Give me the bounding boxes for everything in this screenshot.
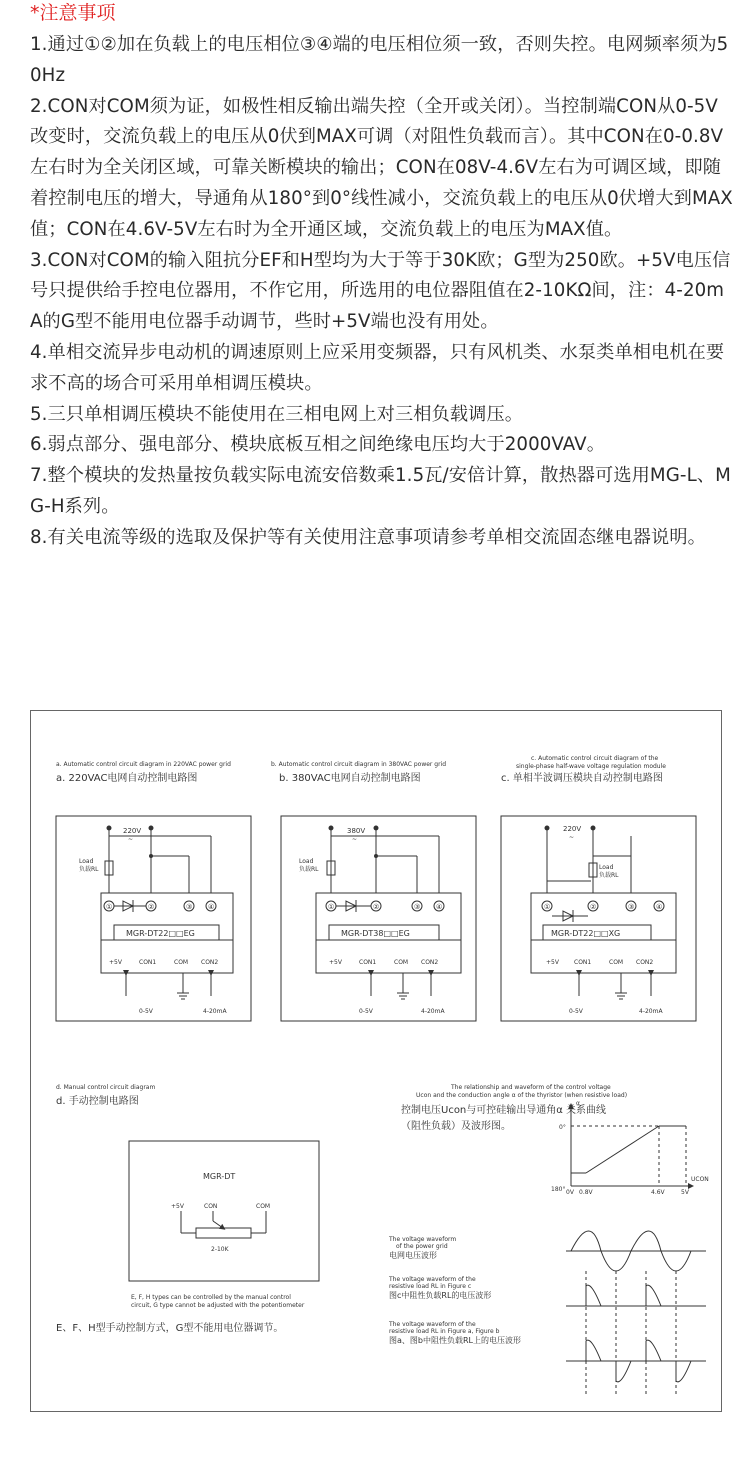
diagram-a-voltage: 220V <box>123 827 142 835</box>
manual-model: MGR-DT <box>203 1172 236 1181</box>
diagram-c-model: MGR-DT22□□XG <box>551 929 621 938</box>
load-label-cn: 负载RL <box>299 866 319 873</box>
pin-2: ② <box>373 903 380 911</box>
wave1-cn: 电网电压波形 <box>389 1251 437 1260</box>
pin-1: ① <box>328 903 335 911</box>
input-0-5v: 0-5V <box>139 1008 153 1015</box>
circuit-a <box>56 816 251 1021</box>
diagram-d-en: d. Manual control circuit diagram <box>56 1084 156 1091</box>
y-tick-bottom: 180° <box>551 1186 566 1193</box>
circuit-c <box>501 816 696 1021</box>
curve-cn2: （阻性负载）及波形图。 <box>401 1121 511 1132</box>
pin-1: ① <box>106 903 113 911</box>
curve-en2: Ucon and the conduction angle α of the thyristor (when resistive load) <box>416 1092 628 1099</box>
notice-item: 7.整个模块的发热量按负载实际电流安倍数乘1.5瓦/安倍计算，散热器可选用MG-L、MG-H系列。 <box>30 465 731 517</box>
notice-item: 4.单相交流异步电动机的调速原则上应采用变频器，只有风机类、水泵类单相电机在要求不高的场合可采用单相调压模块。 <box>30 341 725 394</box>
y-axis-label: α <box>576 1100 580 1107</box>
curve-cn1: 控制电压Ucon与可控硅输出导通角α 关系曲线 <box>401 1105 607 1116</box>
load-label: Load <box>79 858 94 865</box>
manual-note-en2: circuit, G type cannot be adjusted with the potentiometer <box>131 1302 305 1309</box>
pin-4: ④ <box>208 903 215 911</box>
pin-3: ③ <box>414 903 421 911</box>
potentiometer-label: 2-10K <box>211 1246 229 1253</box>
diagram-a-model: MGR-DT22□□EG <box>126 929 195 938</box>
manual-circuit-d <box>129 1141 319 1281</box>
diagram-a-en: a. Automatic control circuit diagram in 220VAC power grid <box>56 761 231 768</box>
diagram-d-cn: d. 手动控制电路图 <box>56 1096 139 1107</box>
input-0-5v: 0-5V <box>359 1008 373 1015</box>
wave2-en1: The voltage waveform of the <box>389 1276 476 1283</box>
terminal-con1: CON1 <box>359 959 377 966</box>
pin-2: ② <box>148 903 155 911</box>
wave2-en2: resistive load RL in Figure c <box>389 1283 472 1290</box>
wave1-en1: The voltage waveform <box>389 1236 457 1243</box>
diagram-c-voltage: 220V <box>563 825 582 833</box>
diagram-c-en2: single-phase half-wave voltage regulation module <box>516 763 666 770</box>
curve-en1: The relationship and waveform of the control voltage <box>451 1084 611 1091</box>
notice-item: 1.通过①②加在负载上的电压相位③④端的电压相位须一致，否则失控。电网频率须为50Hz <box>30 34 729 86</box>
x-axis-label: UCON <box>691 1176 709 1183</box>
control-curve <box>571 1106 691 1186</box>
notice-item: 8.有关电流等级的选取及保护等有关使用注意事项请参考单相交流固态继电器说明。 <box>30 526 706 548</box>
notice-title: *注意事项 <box>30 2 116 24</box>
x-tick: 0V <box>566 1189 574 1196</box>
terminal-con2: CON2 <box>201 959 219 966</box>
x-tick: 5V <box>681 1189 689 1196</box>
input-4-20ma: 4-20mA <box>639 1008 663 1015</box>
diagram-c-cn: c. 单相半波调压模块自动控制电路图 <box>501 773 663 784</box>
diagram-b-cn: b. 380VAC电网自动控制电路图 <box>279 773 421 784</box>
pin-3: ③ <box>186 903 193 911</box>
tilde: ~ <box>569 834 575 841</box>
manual-note-en1: E, F, H types can be controlled by the manual control <box>131 1294 291 1301</box>
manual-note-cn: E、F、H型手动控制方式，G型不能用电位器调节。 <box>56 1323 284 1334</box>
diagram-b-model: MGR-DT38□□EG <box>341 929 410 938</box>
terminal-com: COM <box>394 959 409 966</box>
labels-c <box>501 755 666 1015</box>
notice-item: 5.三只单相调压模块不能使用在三相电网上对三相负载调压。 <box>30 403 524 425</box>
wave3-en1: The voltage waveform of the <box>389 1321 476 1328</box>
load-label-cn: 负载RL <box>599 872 619 879</box>
diagram-c-en1: c. Automatic control circuit diagram of the <box>531 755 659 762</box>
terminal-5v: +5V <box>109 959 122 966</box>
diagram-a-cn: a. 220VAC电网自动控制电路图 <box>56 773 198 784</box>
x-tick: 0.8V <box>579 1189 593 1196</box>
wiring-diagrams <box>31 711 721 1411</box>
input-4-20ma: 4-20mA <box>421 1008 445 1015</box>
input-4-20ma: 4-20mA <box>203 1008 227 1015</box>
input-0-5v: 0-5V <box>569 1008 583 1015</box>
terminal-con1: CON1 <box>574 959 592 966</box>
pin-4: ④ <box>436 903 443 911</box>
diagram-b-en: b. Automatic control circuit diagram in 380VAC power grid <box>271 761 447 768</box>
labels-b <box>271 761 446 1015</box>
pin-1: ① <box>544 903 551 911</box>
terminal-com: COM <box>256 1203 271 1210</box>
terminal-con2: CON2 <box>421 959 439 966</box>
pin-2: ② <box>590 903 597 911</box>
wave1-en2: of the power grid <box>396 1243 448 1250</box>
wave3-cn: 图a、图b中阻性负载RL上的电压波形 <box>389 1336 521 1345</box>
terminal-com: COM <box>609 959 624 966</box>
terminal-con: CON <box>204 1203 218 1210</box>
load-label-cn: 负载RL <box>79 866 99 873</box>
wave2-cn: 图c中阻性负载RL的电压波形 <box>389 1291 492 1300</box>
terminal-5v: +5V <box>329 959 342 966</box>
tilde: ~ <box>128 836 134 843</box>
terminal-con1: CON1 <box>139 959 157 966</box>
y-tick-top: 0° <box>559 1124 566 1131</box>
pin-4: ④ <box>656 903 663 911</box>
labels-a <box>56 761 231 1015</box>
waveforms <box>566 1231 706 1396</box>
notice-item: 3.CON对COM的输入阻抗分EF和H型均为大于等于30K欧；G型为250欧。+5V电压信号只提供给手控电位器用，不作它用，所选用的电位器阻值在2-10KΩ间，注：4-20mA的G型不能用电位器手动调节，些时+5V端也没有用处。 <box>30 249 731 333</box>
circuit-b <box>281 816 476 1021</box>
labels-d <box>56 1084 305 1334</box>
notice-item: 6.弱点部分、强电部分、模块底板互相之间绝缘电压均大于2000VAV。 <box>30 434 606 456</box>
notice-list <box>30 30 735 554</box>
diagram-b-voltage: 380V <box>347 827 366 835</box>
terminal-5v: +5V <box>546 959 559 966</box>
wave3-en2: resistive load RL in Figure a, Figure b <box>389 1328 500 1335</box>
pin-3: ③ <box>628 903 635 911</box>
load-label: Load <box>599 864 614 871</box>
terminal-5v: +5V <box>171 1203 184 1210</box>
load-label: Load <box>299 858 314 865</box>
terminal-con2: CON2 <box>636 959 654 966</box>
notice-item: 2.CON对COM须为证，如极性相反输出端失控（全开或关闭）。当控制端CON从0-5V改变时，交流负载上的电压从0伏到MAX可调（对阻性负载而言）。其中CON在0-0.8V左右时为全关闭区域，可靠关断模块的输出；CON在08V-4.6V左右为可调区域，即随着控制电压的增大，导通角从180°到0°线性减小，交流负载上的电压从0伏增大到MAX值；CON在4.6V-5V左右时为全开通区域，交流负载上的电压为MAX值。 <box>30 95 733 240</box>
tilde: ~ <box>352 836 358 843</box>
x-tick: 4.6V <box>651 1189 665 1196</box>
terminal-com: COM <box>174 959 189 966</box>
diagram-frame <box>30 710 722 1412</box>
